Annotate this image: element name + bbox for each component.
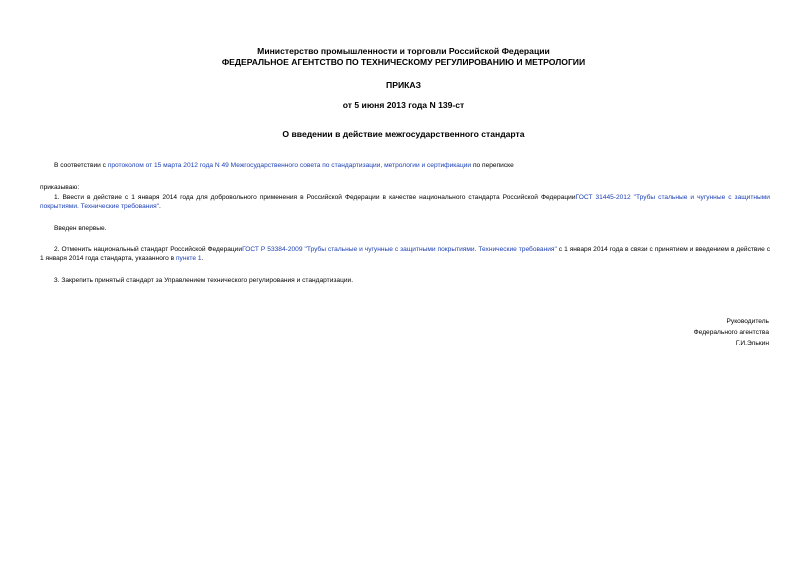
doc-type: ПРИКАЗ xyxy=(386,80,421,90)
preamble xyxy=(40,161,770,170)
item-3: 3. Закрепить принятый стандарт за Управлением технического регулирования и стандартизации. xyxy=(54,277,354,284)
signature-title: Руководитель xyxy=(726,318,769,325)
ministry-title: Министерство промышленности и торговли Российской Федерации xyxy=(257,46,550,56)
protocol-link[interactable]: протоколом от 15 марта 2012 года N 49 Межгосударственного совета по стандартизации, метрологии и сертификации xyxy=(107,162,472,169)
item-2-text: 2. Отменить национальный стандарт Российской Федерации xyxy=(54,246,243,253)
order-word: приказываю: xyxy=(40,184,80,191)
signature-name: Г.И.Элькин xyxy=(735,340,769,347)
item-2-suffix: . xyxy=(201,255,204,262)
item-1 xyxy=(40,193,770,211)
date-number: от 5 июня 2013 года N 139-ст xyxy=(342,100,465,110)
agency-title: ФЕДЕРАЛЬНОЕ АГЕНТСТВО ПО ТЕХНИЧЕСКОМУ РЕГУЛИРОВАНИЮ И МЕТРОЛОГИИ xyxy=(221,57,586,67)
item-1-text: 1. Ввести в действие с 1 января 2014 года для добровольного применения в Российской Федерации в качестве национального стандарта Российской Федерации xyxy=(54,194,576,201)
preamble-prefix: В соответствии с xyxy=(54,162,108,169)
preamble-suffix: по переписке xyxy=(471,162,514,169)
item-1-suffix: . xyxy=(159,203,161,210)
signature-agency: Федерального агентства xyxy=(693,329,769,336)
order-subject: О введении в действие межгосударственного стандарта xyxy=(282,129,525,139)
introduced-first: Введен впервые. xyxy=(54,225,107,232)
item-2 xyxy=(40,245,770,263)
signature-block xyxy=(694,316,769,349)
gost-r-53384-link[interactable]: ГОСТ Р 53384-2009 "Трубы стальные и чугунные с защитными покрытиями. Технические требования" xyxy=(242,246,557,253)
point-1-link[interactable]: пункте 1 xyxy=(175,255,202,262)
item-2-mid: с 1 января 2014 года в связи с принятием и введением в действие с 1 января 2014 года стандарта, указанного в xyxy=(40,246,771,262)
gost-31445-link[interactable]: ГОСТ 31445-2012 "Трубы стальные и чугунные с защитными покрытиями. Технические требования" xyxy=(40,194,770,210)
